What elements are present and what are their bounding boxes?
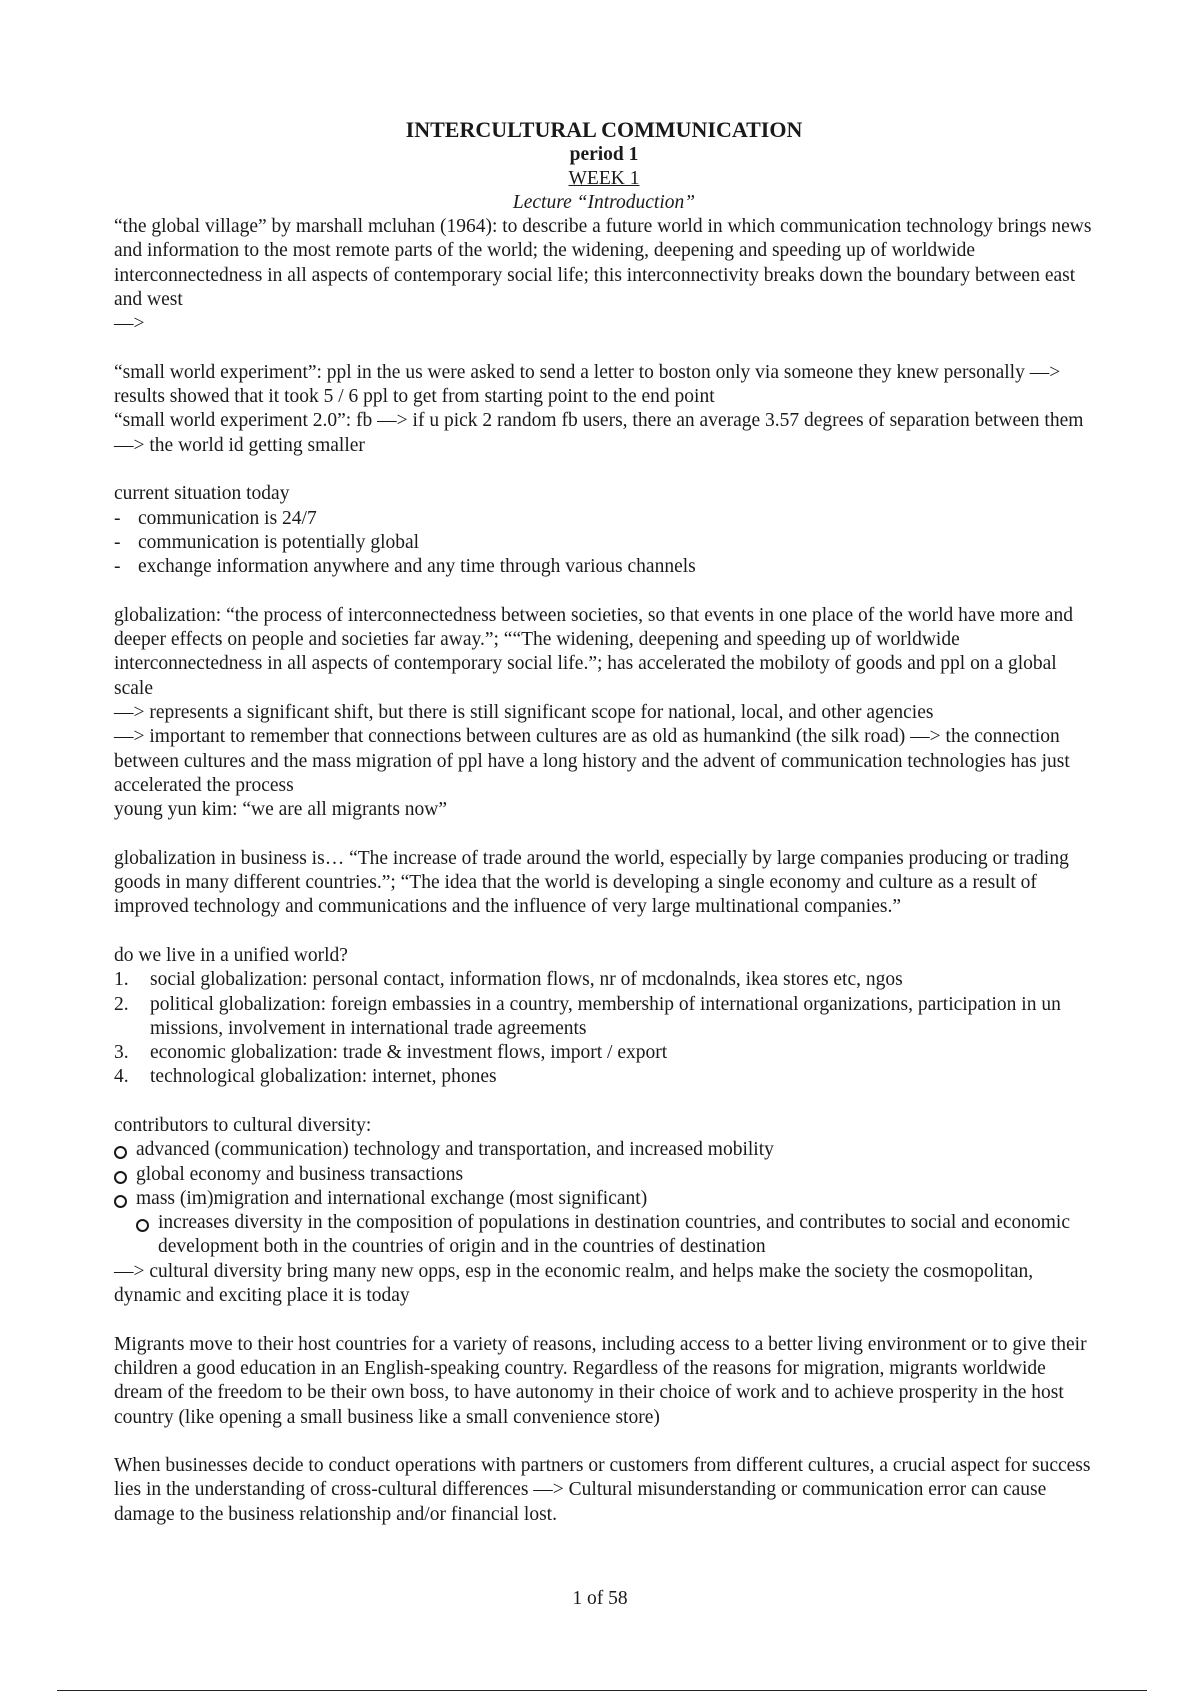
diversity-heading: contributors to cultural diversity: [114,1114,372,1136]
list-item: mass (im)migration and international exchange (most significant) increases diversity in the composition of populations in destination countries, and contributes to social and economic development both in the countries of origin and in the countries of destination [114,1187,1094,1260]
globalization-paragraph-4: young yun kim: “we are all migrants now” [114,799,448,821]
list-item: - communication is 24/7 [114,507,1094,531]
spacer [114,458,1094,482]
spacer [114,1090,1094,1114]
spacer [114,822,1094,846]
diversity-conclusion: —> cultural diversity bring many new opps, esp in the economic realm, and helps make the society the cosmopolitan, dynamic and exciting place it is today [114,1260,1034,1307]
globalization-types-list [114,968,1094,1089]
current-situation-heading: current situation today [114,483,290,505]
list-item: 3. economic globalization: trade & investment flows, import / export [114,1041,1094,1065]
businesses-paragraph: When businesses decide to conduct operations with partners or customers from different cultures, a crucial aspect for success lies in the understanding of cross-cultural differences —> Cultural misunderstanding or communication error can cause damage to the business relationship and/or financial lost. [114,1455,1091,1525]
intro-arrow: —> [114,313,145,335]
unified-world-heading: do we live in a unified world? [114,944,348,966]
list-number: 1. [114,969,129,991]
list-item: advanced (communication) technology and transportation, and increased mobility [114,1138,1094,1162]
document-header [114,117,1094,215]
list-number: 3. [114,1042,129,1064]
document-body [114,117,1094,1527]
spacer [114,920,1094,944]
business-paragraph: globalization in business is… “The increase of trade around the world, especially by large companies producing or trading goods in many different countries.”; “The idea that the world is developing a single economy and culture as a result of improved technology and communications and the influence of very large multinational companies.” [114,847,1069,918]
dash-bullet: - [114,556,121,578]
small-world-paragraph-1: “small world experiment”: ppl in the us were asked to send a letter to boston only via someone they knew personally —> results showed that it took 5 / 6 ppl to get from starting point to the end point [114,361,1061,408]
current-situation-list [114,507,1094,580]
list-item: global economy and business transactions [114,1163,1094,1187]
circle-bullet-icon [136,1211,149,1239]
list-number: 4. [114,1066,129,1088]
dash-bullet: - [114,507,121,529]
globalization-paragraph-1: globalization: “the process of interconnectedness between societies, so that events in one place of the world have more and deeper effects on people and societies far away.”; ““The widening, deepening and speeding up of worldwide interconnectedness in all aspects of contemporary social life.”; has accelerated the mobiloty of goods and ppl on a global scale [114,604,1073,699]
period-label: period 1 [569,144,639,165]
migrants-paragraph: Migrants move to their host countries for a variety of reasons, including access to a better living environment or to give their children a good education in an English-speaking country. Regardless of the reasons for migration, migrants worldwide dream of the freedom to be their own boss, to have autonomy in their choice of work and to achieve prosperity in the host country (like opening a small business like a small convenience store) [114,1333,1087,1428]
lecture-label: Lecture “Introduction” [512,192,696,213]
list-item: 1. social globalization: personal contact, information flows, nr of mcdonalnds, ikea stores etc, ngos [114,968,1094,992]
list-number: 2. [114,993,129,1015]
small-world-paragraph-2: “small world experiment 2.0”: fb —> if u pick 2 random fb users, there an average 3.57 degrees of separation between them —> the world id getting smaller [114,410,1084,456]
diversity-list [114,1138,1094,1259]
spacer [114,336,1094,360]
spacer [114,1430,1094,1454]
list-item: - communication is potentially global [114,531,1094,555]
spacer [114,1308,1094,1332]
week-label: WEEK 1 [568,168,640,189]
document-title: INTERCULTURAL COMMUNICATION [405,117,803,142]
dash-bullet: - [114,531,121,553]
page-number: 1 of 58 [572,1588,628,1609]
globalization-paragraph-3: —> important to remember that connections between cultures are as old as humankind (the silk road) —> the connection between cultures and the mass migration of ppl have a long history and the advent of communication technologies has just accelerated the process [114,726,1070,796]
list-item: 4. technological globalization: internet, phones [114,1065,1094,1089]
page-bottom-rule [57,1690,1147,1691]
globalization-paragraph-2: —> represents a significant shift, but there is still significant scope for national, local, and other agencies [114,701,934,723]
spacer [114,579,1094,603]
intro-paragraph: “the global village” by marshall mcluhan (1964): to describe a future world in which communication technology brings news and information to the most remote parts of the world; the widening, deepening and speeding up of worldwide interconnectedness in all aspects of contemporary social life; this interconnectivity breaks down the boundary between east and west [114,216,1092,310]
list-item: - exchange information anywhere and any time through various channels [114,555,1094,579]
list-item: increases diversity in the composition of populations in destination countries, and contributes to social and economic development both in the countries of origin and in the countries of destination [114,1211,1094,1260]
list-item: 2. political globalization: foreign embassies in a country, membership of international organizations, participation in un missions, involvement in international trade agreements [114,993,1061,1039]
diversity-sub-list [114,1211,1094,1260]
